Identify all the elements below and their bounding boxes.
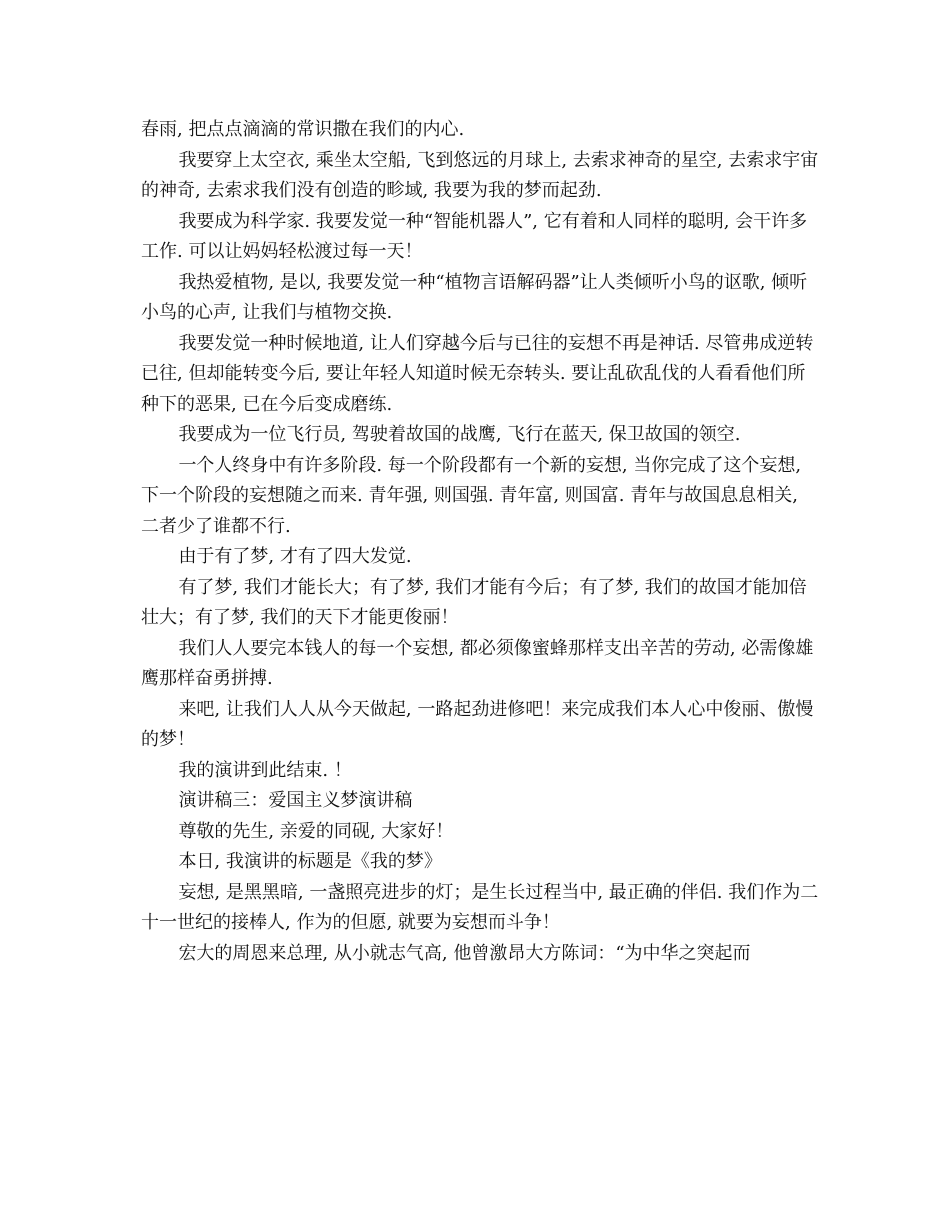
- paragraph: 有了梦, 我们才能长大；有了梦, 我们才能有今后；有了梦, 我们的故国才能加倍壮大；有了梦, 我们的天下才能更俊丽！: [141, 576, 807, 628]
- paragraph: 来吧, 让我们人人从今天做起, 一路起劲进修吧！来完成我们本人心中俊丽、傲慢的梦！: [141, 698, 814, 750]
- paragraph: 一个人终身中有许多阶段. 每一个阶段都有一个新的妄想, 当你完成了这个妄想, 下一个阶段的妄想随之而来. 青年强, 则国强. 青年富, 则国富. 青年与故国息息相关, 二者少了谁都不行.: [141, 454, 802, 537]
- paragraph: 我要发觉一种时候地道, 让人们穿越今后与已往的妄想不再是神话. 尽管弗成逆转已往, 但却能转变今后, 要让年轻人知道时候无奈转头. 要让乱砍乱伐的人看看他们所种下的恶果, 已在今后变成磨练.: [141, 332, 814, 415]
- paragraph: 由于有了梦, 才有了四大发觉.: [178, 546, 412, 567]
- paragraph: 我们人人要完本钱人的每一个妄想, 都必须像蜜蜂那样支出辛苦的劳动, 必需像雄鹰那样奋勇拼搏.: [141, 637, 814, 689]
- document-body: [141, 115, 821, 969]
- paragraph: 尊敬的先生, 亲爱的同砚, 大家好！: [178, 820, 454, 842]
- paragraph: 我要成为科学家. 我要发觉一种“智能机器人”, 它有着和人同样的聪明, 会干许多工作. 可以让妈妈轻松渡过每一天！: [141, 210, 808, 262]
- paragraph: 妄想, 是黑黑暗, 一盏照亮进步的灯；是生长过程当中, 最正确的伴侣. 我们作为二十一世纪的接棒人, 作为的但愿, 就要为妄想而斗争！: [141, 881, 819, 933]
- paragraph: 我要成为一位飞行员, 驾驶着故国的战鹰, 飞行在蓝天, 保卫故国的领空.: [178, 424, 741, 445]
- paragraph: 演讲稿三：爱国主义梦演讲稿: [178, 790, 413, 811]
- paragraph: 我要穿上太空衣, 乘坐太空船, 飞到悠远的月球上, 去索求神奇的星空, 去索求宇宙的神奇, 去索求我们没有创造的畛域, 我要为我的梦而起劲.: [141, 149, 819, 201]
- paragraph: 宏大的周恩来总理, 从小就志气高, 他曾激昂大方陈词：“为中华之突起而: [178, 942, 751, 964]
- paragraph: 我热爱植物, 是以, 我要发觉一种“植物言语解码器”让人类倾听小鸟的讴歌, 倾听小鸟的心声, 让我们与植物交换.: [141, 271, 808, 323]
- paragraph: 春雨, 把点点滴滴的常识撒在我们的内心.: [141, 119, 465, 140]
- paragraph: 本日, 我演讲的标题是《我的梦》: [178, 851, 442, 872]
- paragraph: 我的演讲到此结束. ！: [178, 759, 352, 781]
